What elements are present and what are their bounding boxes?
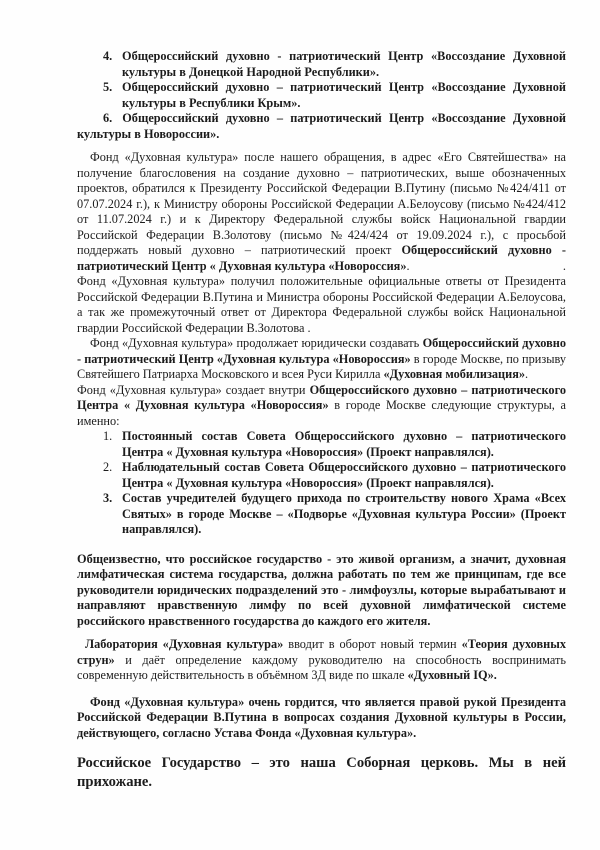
list-item-1 bbox=[77, 429, 566, 460]
list-item-text: Общероссийский духовно – патриотический Центр «Воссоздание Духовной культуры в Новороссии». bbox=[77, 111, 566, 141]
list-item-text: Состав учредителей будущего прихода по строительству нового Храма «Всех Святых» в городе Москве – «Подворье «Духовная культура России» (Проект направлялся). bbox=[122, 491, 566, 536]
text-run: Общероссийский духовно - патриотический Центр « Духовная культура «Новороссия» bbox=[77, 243, 566, 273]
paragraph-laboratory-term bbox=[77, 637, 566, 684]
list-number: 2. bbox=[103, 460, 113, 474]
list-item-text: Общероссийский духовно – патриотический Центр «Воссоздание Духовной культуры в Республики Крым». bbox=[122, 80, 566, 110]
text-run: Фонд «Духовная культура» создает внутри bbox=[77, 382, 310, 397]
document-body bbox=[77, 49, 566, 792]
text-run: Фонд «Духовная культура» очень гордится, что является правой рукой Президента Российской Федерации В.Путина в вопросах создания Духовной культуры в России, действующего, согласно Устава Фонда «Духовная культура». bbox=[77, 694, 566, 740]
text-run: вводит в оборот новый термин bbox=[283, 637, 462, 651]
list-item-2 bbox=[77, 460, 566, 491]
list-item-text: Постоянный состав Совета Общероссийского духовно – патриотического Центра « Духовная культура «Новороссия» (Проект направлялся). bbox=[122, 429, 566, 459]
paragraph-creates-structures bbox=[77, 383, 566, 430]
text-run: Фонд «Духовная культура» продолжает юридически создавать bbox=[90, 336, 423, 350]
text-run: Фонд «Духовная культура» получил положительные официальные ответы от Президента Российской Федерации В.Путина и Министра обороны Российской Федерации А.Белоусова, а так же промежуточный ответ от Директора Федеральной службы войск Национальной гвардии Российской Федерации В.Золотова . bbox=[77, 274, 566, 335]
text-run: Российское Государство – это наша Соборная церковь. Мы в ней прихожане. bbox=[77, 755, 566, 790]
list-item-6 bbox=[77, 111, 566, 142]
stray-period: . bbox=[562, 258, 566, 273]
paragraph-continues-creating bbox=[77, 336, 566, 383]
text-run: Общеизвестно, что российское государство - это живой организм, а значит, духовная лимфатическая система государства, должна работать по тем же принципам, где все руководители юридических подразделений это - лимфоузлы, которые вырабатывают и направляют нравственную лимфу по всей духовной лимфатической системе российского нравственного государства до каждого его жителя. bbox=[77, 551, 566, 628]
list-item-3 bbox=[77, 491, 566, 538]
text-run: «Теория духовных струн» bbox=[77, 637, 566, 667]
closing-statement bbox=[77, 754, 566, 792]
list-item-text: Общероссийский духовно - патриотический Центр «Воссоздание Духовной культуры в Донецкой Народной Республики». bbox=[122, 49, 566, 79]
list-number: 4. bbox=[103, 49, 113, 63]
paragraph-replies bbox=[77, 274, 566, 336]
paragraph-lymphatic-system bbox=[77, 552, 566, 630]
text-run: в городе Москве, по призыву Святейшего Патриарха Московского и всея Руси Кирилла bbox=[77, 351, 566, 381]
text-run: Общероссийский духовно - патриотический Центр «Духовная культура «Новороссия» bbox=[77, 336, 566, 366]
list-number: 3. bbox=[103, 491, 113, 505]
text-run: «Духовная мобилизация» bbox=[383, 367, 526, 381]
text-run: . bbox=[406, 258, 410, 273]
text-run: в городе Москве следующие структуры, а именно: bbox=[77, 398, 566, 428]
text-run: Лаборатория «Духовная культура» bbox=[85, 637, 284, 651]
list-number: 1. bbox=[103, 429, 113, 443]
list-number: 6. bbox=[103, 111, 113, 125]
text-run: и даёт определение каждому руководителю на способность воспринимать современную действительность в объёмном 3Д виде по шкале bbox=[77, 652, 566, 682]
paragraph-fund-proud bbox=[77, 695, 566, 742]
paragraph-appeal bbox=[77, 150, 566, 274]
list-item-4 bbox=[77, 49, 566, 80]
text-run: . bbox=[525, 367, 529, 381]
list-item-5 bbox=[77, 80, 566, 111]
text-run: «Духовный IQ». bbox=[407, 668, 497, 682]
text-run: Общероссийского духовно – патриотического Центра « Духовная культура «Новороссия» bbox=[77, 382, 567, 412]
list-number: 5. bbox=[103, 80, 113, 94]
list-item-text: Наблюдательный состав Совета Общероссийского духовно – патриотического Центра « Духовная культура «Новороссия» (Проект направлялся). bbox=[122, 460, 566, 490]
text-run: Фонд «Духовная культура» после нашего обращения, в адрес «Его Святейшества» на получение благословения на создание духовно – патриотических, выше обозначенных проектов, обратился к Президенту Российской Федерации В.Путину (письмо №424/411 от 07.07.2024 г.), к Министру обороны Российской Федерации А.Белоусову (письмо №424/412 от 11.07.2024 г.) и к Директору Федеральной службы войск Национальной гвардии Российской Федерации В.Золотову (письмо №424/424 от 19.09.2024 г.), с просьбой поддержать новый духовно – патриотический проект bbox=[77, 150, 566, 257]
